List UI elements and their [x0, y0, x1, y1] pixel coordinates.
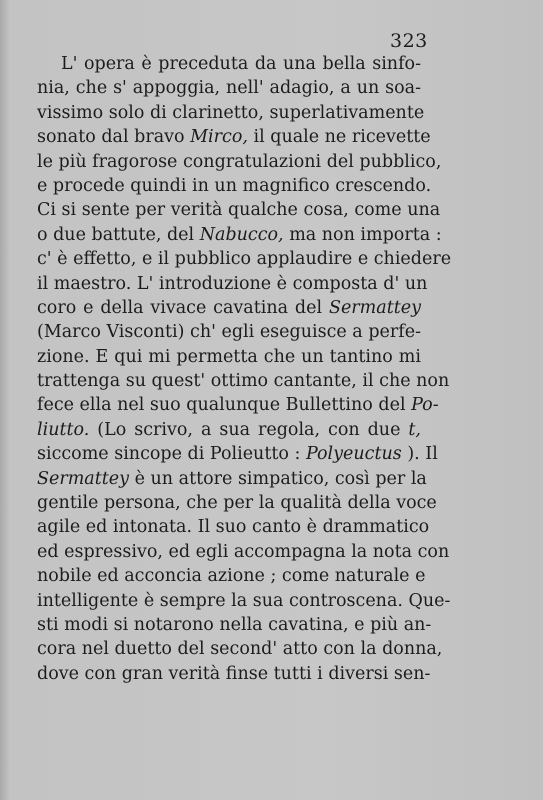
text-segment: cora nel duetto del second' atto con la donna, — [37, 639, 443, 660]
text-line — [37, 540, 450, 564]
text-segment: siccome sincope di Polieutto : — [37, 444, 306, 465]
italic-text: Polyeuctus — [305, 444, 402, 465]
text-segment: ma non importa : — [283, 224, 442, 245]
text-line — [37, 491, 437, 515]
text-line — [37, 564, 426, 588]
text-line — [37, 320, 421, 344]
text-segment: e procede quindi in un magnifico crescendo. — [37, 175, 432, 196]
text-line — [37, 125, 431, 149]
italic-text: Mirco, — [190, 127, 248, 148]
text-segment: il maestro. L' introduzione è composta d' un — [37, 273, 428, 294]
text-line — [37, 52, 421, 76]
italic-text: t, — [408, 419, 421, 440]
text-segment: le più fragorose congratulazioni del pubblico, — [37, 151, 442, 172]
text-segment: coro e della vivace cavatina del — [37, 297, 329, 318]
text-line — [37, 467, 427, 491]
text-line — [37, 76, 421, 100]
text-segment: sonato dal bravo — [37, 127, 191, 148]
text-line — [37, 247, 452, 271]
text-segment: trattenga su quest' ottimo cantante, il che non — [37, 371, 450, 392]
text-line — [37, 613, 432, 637]
text-line — [37, 150, 442, 174]
text-line — [37, 296, 421, 320]
text-line — [37, 662, 431, 686]
text-segment: nobile ed acconcia azione ; come naturale e — [37, 566, 426, 587]
text-line — [37, 345, 421, 369]
text-segment: sti modi si notarono nella cavatina, e più an- — [37, 614, 432, 635]
text-segment: gentile persona, che per la qualità della voce — [37, 493, 437, 514]
text-segment: dove con gran verità finse tutti i diversi sen- — [37, 663, 431, 684]
text-line — [37, 393, 439, 417]
text-line — [37, 418, 421, 442]
text-segment: fece ella nel suo qualunque Bullettino del — [37, 395, 412, 416]
text-line — [37, 223, 442, 247]
italic-text: liutto. — [37, 419, 90, 440]
text-segment: zione. E qui mi permetta che un tantino mi — [37, 346, 421, 367]
text-segment: il quale ne ricevette — [247, 127, 431, 148]
text-line — [37, 101, 425, 125]
text-segment: (Marco Visconti) ch' egli eseguisce a perfe- — [37, 322, 421, 343]
text-segment: nia, che s' appoggia, nell' adagio, a un soa- — [37, 78, 421, 99]
italic-text: Nabucco, — [199, 224, 284, 245]
text-line — [37, 515, 430, 539]
text-segment: ). Il — [401, 444, 438, 465]
text-line — [37, 198, 441, 222]
text-line — [37, 637, 443, 661]
text-line — [37, 589, 451, 613]
text-segment: c' è effetto, e il pubblico applaudire e chiedere — [37, 249, 452, 270]
italic-text: Po- — [411, 395, 439, 416]
text-segment: vissimo solo di clarinetto, superlativamente — [37, 102, 425, 123]
text-segment: è un attore simpatico, così per la — [129, 468, 427, 489]
text-segment: L' opera è preceduta da una bella sinfo- — [61, 54, 421, 74]
text-segment: agile ed intonata. Il suo canto è drammatico — [37, 517, 430, 538]
text-segment: Ci si sente per verità qualche cosa, come una — [37, 200, 441, 221]
italic-text: Sermattey — [328, 297, 421, 318]
page-number: 323 — [390, 30, 428, 52]
text-segment: ed espressivo, ed egli accompagna la nota con — [37, 541, 450, 562]
text-segment: (Lo scrivo, a sua regola, con due — [89, 419, 409, 440]
text-line — [37, 369, 450, 393]
text-line — [37, 272, 428, 296]
body-text — [37, 52, 452, 686]
text-line — [37, 174, 432, 198]
italic-text: Sermattey — [37, 468, 130, 489]
text-segment: intelligente è sempre la sua controscena. Que- — [37, 590, 451, 611]
text-segment: o due battute, del — [37, 224, 200, 245]
text-line — [37, 442, 438, 466]
